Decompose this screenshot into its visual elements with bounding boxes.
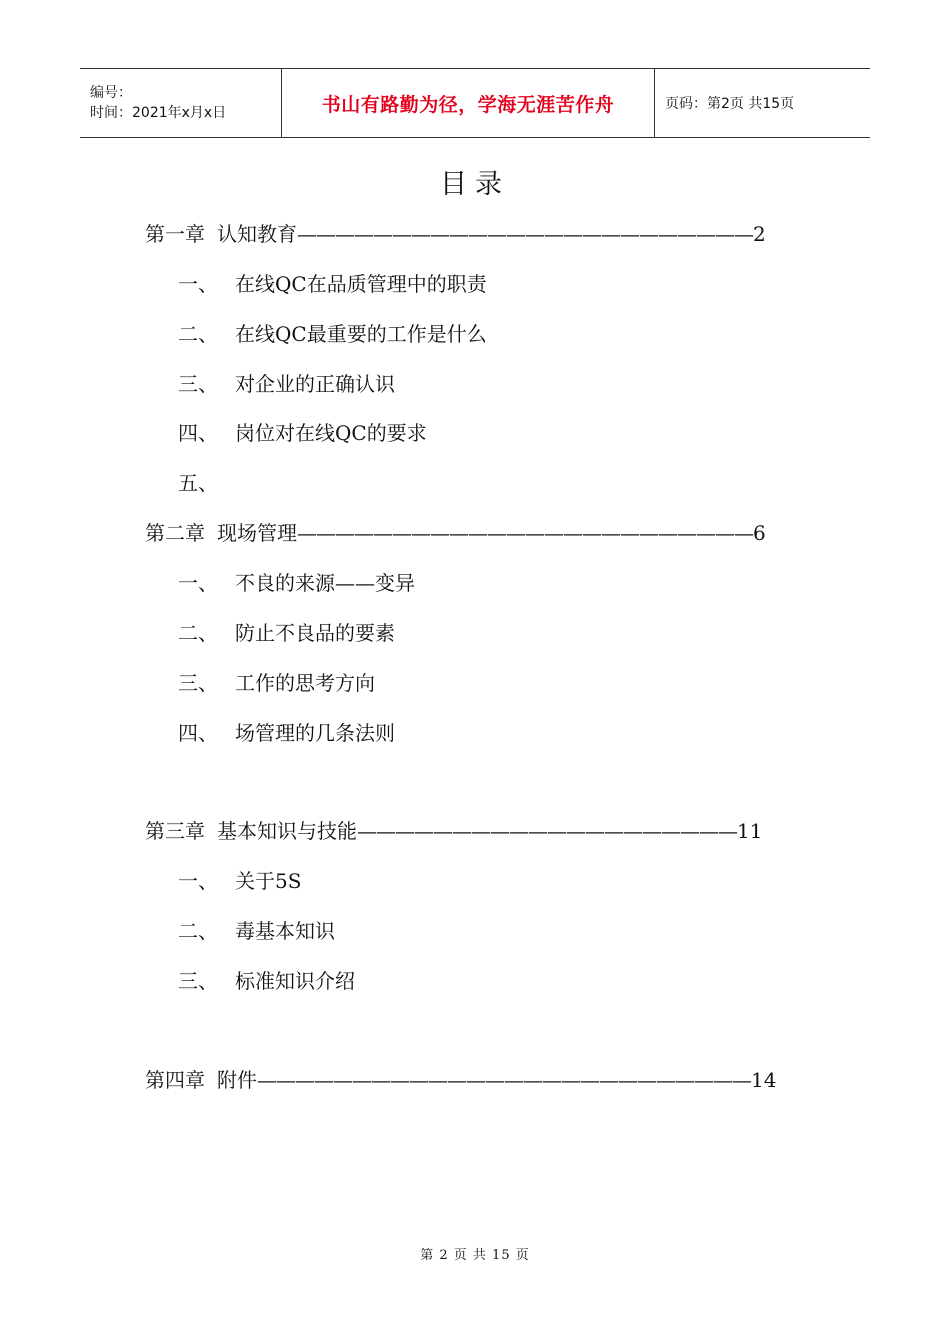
item-number: 三、	[178, 372, 218, 396]
time-label: 时间：2021年x月x日	[90, 105, 227, 121]
toc-item[interactable]	[178, 619, 395, 647]
chapter-title: 现场管理	[217, 521, 297, 545]
chapter-number: 第一章	[145, 222, 205, 246]
item-text: 工作的思考方向	[235, 671, 375, 695]
chapter-leader: ————————————————————	[357, 819, 737, 843]
chapter-number: 第四章	[145, 1068, 205, 1092]
chapter-title: 附件	[217, 1068, 257, 1092]
toc-item[interactable]	[178, 270, 487, 298]
toc-item[interactable]	[178, 917, 335, 945]
chapter-number: 第二章	[145, 521, 205, 545]
toc-item[interactable]	[178, 370, 395, 398]
toc-item[interactable]	[178, 320, 487, 348]
toc-chapter[interactable]	[145, 1066, 776, 1094]
toc-item[interactable]	[178, 469, 235, 497]
item-text: 在线QC最重要的工作是什么	[235, 322, 487, 346]
item-text: 不良的来源——变异	[235, 571, 415, 595]
item-number: 五、	[178, 471, 218, 495]
toc-chapter[interactable]	[145, 519, 766, 547]
toc-item[interactable]	[178, 719, 395, 747]
chapter-page: 14	[751, 1068, 777, 1092]
page-footer: 第 2 页 共 15 页	[420, 1248, 530, 1263]
chapter-leader: ————————————————————————	[297, 222, 753, 246]
item-number: 二、	[178, 621, 218, 645]
toc-item[interactable]	[178, 419, 427, 447]
toc-item[interactable]	[178, 867, 301, 895]
motto-text: 书山有路勤为径，学海无涯苦作舟	[321, 93, 615, 116]
item-number: 一、	[178, 272, 218, 296]
toc-item[interactable]	[178, 569, 415, 597]
item-text: 场管理的几条法则	[235, 721, 395, 745]
item-number: 一、	[178, 869, 218, 893]
chapter-leader: ——————————————————————————	[257, 1068, 751, 1092]
item-number: 四、	[178, 421, 218, 445]
chapter-number: 第三章	[145, 819, 205, 843]
chapter-leader: ————————————————————————	[297, 521, 753, 545]
chapter-page: 2	[753, 222, 766, 246]
header-page	[655, 69, 870, 137]
item-number: 三、	[178, 671, 218, 695]
item-number: 一、	[178, 571, 218, 595]
toc-chapter[interactable]	[145, 220, 766, 248]
item-text: 标准知识介绍	[235, 969, 355, 993]
item-number: 四、	[178, 721, 218, 745]
item-number: 二、	[178, 322, 218, 346]
chapter-page: 11	[737, 819, 763, 843]
item-text: 关于5S	[235, 869, 302, 893]
toc-chapter[interactable]	[145, 817, 762, 845]
item-text: 在线QC在品质管理中的职责	[235, 272, 487, 296]
item-number: 三、	[178, 969, 218, 993]
toc-item[interactable]	[178, 967, 355, 995]
item-text: 对企业的正确认识	[235, 372, 395, 396]
item-text: 毒基本知识	[235, 919, 335, 943]
item-number: 二、	[178, 919, 218, 943]
item-text: 岗位对在线QC的要求	[235, 421, 427, 445]
header-meta	[80, 69, 282, 137]
number-label: 编号：	[90, 85, 132, 101]
header-motto	[282, 69, 655, 137]
chapter-title: 基本知识与技能	[217, 819, 357, 843]
chapter-page: 6	[753, 521, 766, 545]
item-text: 防止不良品的要素	[235, 621, 395, 645]
toc-title: 目录	[440, 169, 510, 200]
chapter-title: 认知教育	[217, 222, 297, 246]
page-header	[80, 68, 870, 138]
page-label: 页码：第2页 共15页	[665, 96, 795, 112]
toc-item[interactable]	[178, 669, 375, 697]
